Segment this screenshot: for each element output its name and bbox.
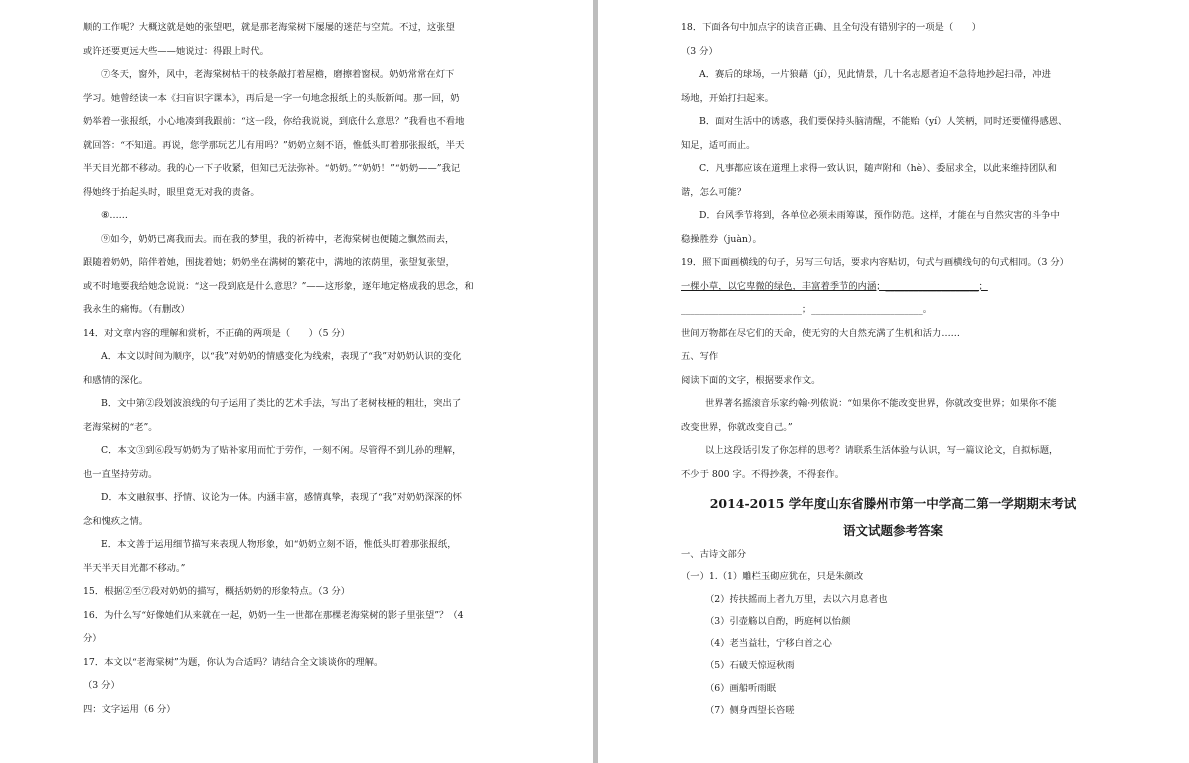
question-19: 19．照下面画横线的句子，另写三句话，要求内容贴切，句式与画横线句的句式相同。（3 分） [681, 257, 1069, 268]
left-page [0, 0, 593, 763]
text-line: 半天半天目光都不移动。” [83, 562, 186, 574]
text-line: 不少于 800 字。不得抄袭，不得套作。 [681, 468, 845, 480]
text-line: （3 分） [681, 45, 718, 57]
option-c: C．本文③到⑥段写奶奶为了贴补家用而忙于劳作，一刻不闲。尽管得不到儿孙的理解， [101, 445, 462, 456]
text-line: 世间万物都在尽它们的天命，使无穷的大自然充满了生机和活力…… [681, 327, 960, 339]
option-a: A．本文以时间为顺序，以“我”对奶奶的情感变化为线索，表现了“我”对奶奶认识的变化 [101, 351, 462, 362]
question-14: 14．对文章内容的理解和赏析，不正确的两项是（ ）（5 分） [83, 327, 351, 339]
section-heading: 五、写作 [681, 351, 719, 362]
text-line: 或不时地要我给她念说说：“这一段到底是什么意思？”——这形象，逐年地定格成我的思念，和 [83, 280, 474, 292]
blank-line: __________________________；________________________。 [681, 304, 933, 315]
answer-line: （2）抟扶摇而上者九万里，去以六月息者也 [705, 593, 888, 605]
answer-line: （5）石破天惊逗秋雨 [705, 660, 795, 672]
right-page-text [681, 16, 1105, 722]
text-line: 知足，适可而止。 [681, 139, 756, 151]
text-line: 阅读下面的文字，根据要求作文。 [681, 374, 821, 386]
text-line: 跟随着奶奶，陪伴着她，围拢着她；奶奶坐在满树的繁花中，满地的浓荫里，张望复张望， [83, 257, 455, 268]
text-line: （3 分） [83, 680, 120, 691]
text-line: 以上这段话引发了你怎样的思考？请联系生活体验与认识，写一篇议论文，自拟标题， [705, 445, 1059, 456]
text-line: 半天目光都不移动。我的心一下子收紧，但知已无法弥补。“奶奶。”“奶奶！”“奶奶——”我记 [83, 163, 461, 174]
right-page [598, 0, 1189, 763]
text-line: 或许还要更远大些——她说过：得跟上时代。 [83, 45, 269, 57]
option-d: D．本文融叙事、抒情、议论为一体。内涵丰富，感情真挚，表现了“我”对奶奶深深的怀 [101, 492, 462, 503]
text-line: 顺的工作呢？大概这就是她的张望吧，就是那老海棠树下屡屡的迷茫与空荒。不过，这张望 [83, 22, 455, 33]
text-line: 我永生的痛悔。（有删改） [83, 304, 190, 315]
text-line: 念和愧疚之情。 [83, 515, 149, 527]
option-c: C．凡事都应该在道理上求得一致认识，随声附和（hè）、委屈求全，以此来维持团队和 [699, 163, 1057, 174]
option-b: B．面对生活中的诱惑，我们要保持头脑清醒，不能贻（yí）人笑柄，同时还要懂得感恩、 [699, 116, 1068, 127]
answer-title: 2014-2015 学年度山东省滕州市第一中学高二第一学期期末考试 [709, 496, 1077, 511]
question-18: 18．下面各句中加点字的读音正确、且全句没有错别字的一项是（ ） [681, 22, 982, 33]
text-line: 奶举着一张报纸，小心地凑到我跟前：“这一段，你给我说说，到底什么意思？”我看也不看地 [83, 116, 465, 127]
answer-line: （6）画船听雨眠 [705, 682, 776, 694]
underlined-sentence: 一棵小草，以它卑微的绿色，丰富着季节的内涵；____________________； [681, 280, 988, 292]
answer-line: （7）侧身西望长咨嗟 [705, 705, 795, 717]
option-e: E．本文善于运用细节描写来表现人物形象，如“奶奶立刻不语，惟低头盯着那张报纸， [101, 539, 457, 550]
question-17: 17．本文以“老海棠树”为题，你认为合适吗？请结合全文谈谈你的理解。 [83, 656, 384, 668]
option-a: A．赛后的球场，一片狼藉（jí），见此情景，几十名志愿者迫不急待地抄起扫帚，冲进 [699, 69, 1051, 80]
text-line: 改变世界，你就改变自己。” [681, 421, 793, 433]
text-line: 老海棠树的“老”。 [83, 421, 158, 433]
left-page-text [83, 16, 510, 721]
section-heading: 四：文字运用（6 分） [83, 703, 176, 715]
text-line: 谐，怎么可能？ [681, 186, 747, 198]
option-b: B．文中第②段划波浪线的句子运用了类比的艺术手法，写出了老树枝桠的粗壮，突出了 [101, 398, 462, 409]
text-line: 稳操胜券（juàn）。 [681, 233, 762, 245]
text-line: 分） [83, 633, 102, 644]
text-line: 场地，开始打扫起来。 [681, 92, 774, 104]
text-line: 世界著名摇滚音乐家约翰·列侬说：“如果你不能改变世界，你就改变世界；如果你不能 [705, 398, 1057, 409]
answer-subtitle: 语文试题参考答案 [842, 523, 943, 538]
section-heading: 一、古诗文部分 [681, 549, 747, 560]
question-15: 15．根据②至⑦段对奶奶的描写，概括奶奶的形象特点。（3 分） [83, 586, 351, 597]
text-line: 也一直坚持劳动。 [83, 468, 158, 480]
text-line: 和感情的深化。 [83, 374, 149, 386]
answer-line: （3）引壶觞以自酌，眄庭柯以怡颜 [705, 615, 851, 627]
text-line: ⑧…… [101, 210, 128, 221]
text-line: ⑦冬天，窗外，风中，老海棠树枯干的枝条敲打着屋檐，磨擦着窗棂。奶奶常常在灯下 [101, 69, 455, 80]
answer-line: （一）1.（1）雕栏玉砌应犹在，只是朱颜改 [681, 571, 864, 583]
text-line: ⑨如今，奶奶已离我而去。而在我的梦里，我的祈祷中，老海棠树也便随之飘然而去， [101, 233, 455, 245]
question-16: 16．为什么写“好像她们从来就在一起，奶奶一生一世都在那棵老海棠树的影子里张望”？（4 [83, 609, 464, 621]
text-line: 学习。她曾经读一本《扫盲识字课本》，再后是一字一句地念报纸上的头版新闻。那一回，奶 [83, 92, 460, 104]
option-d: D．台风季节将到，各单位必须未雨筹谋，预作防范。这样，才能在与自然灾害的斗争中 [699, 210, 1060, 221]
text-line: 得她终于抬起头时，眼里竟无对我的责备。 [83, 186, 260, 198]
text-line: 就回答：“不知道。再说，您学那玩艺儿有用吗？”奶奶立刻不语，惟低头盯着那张报纸，半天 [83, 139, 465, 151]
answer-line: （4）老当益壮，宁移白首之心 [705, 638, 832, 650]
